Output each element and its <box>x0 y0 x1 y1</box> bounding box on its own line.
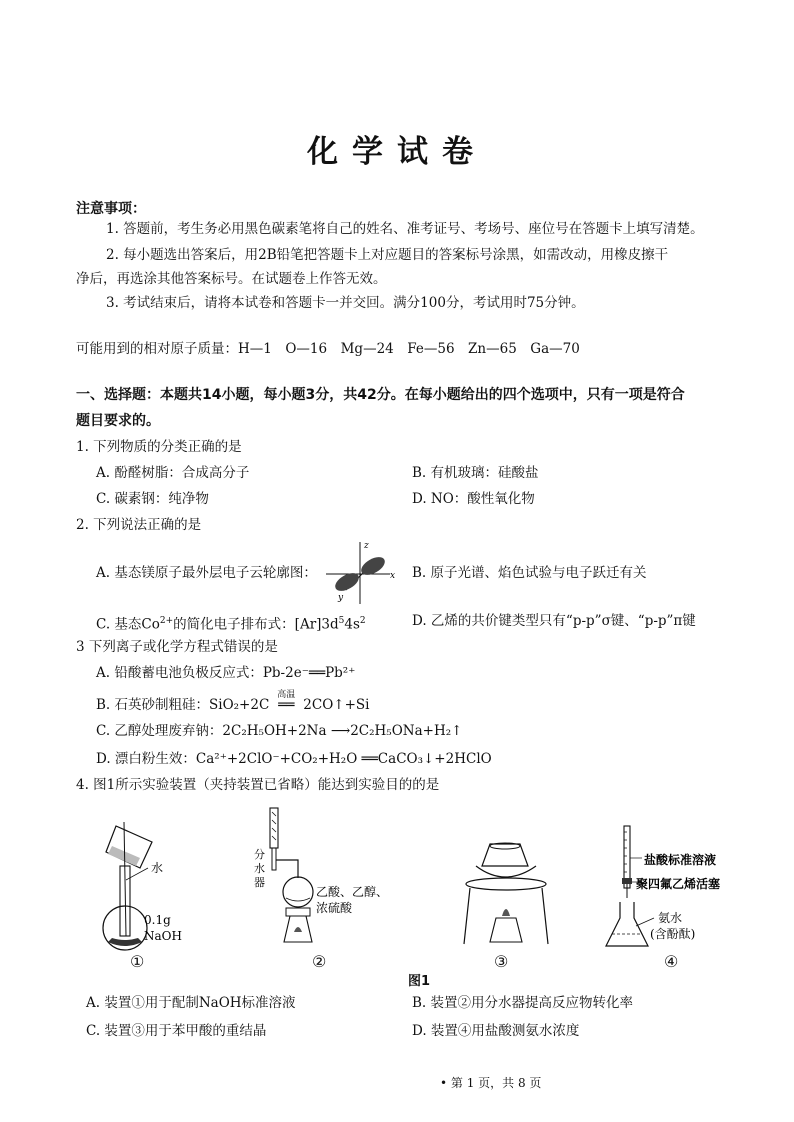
q4-option-c: C. 装置③用于苯甲酸的重结晶 <box>86 1023 267 1039</box>
apparatus-water-separator <box>246 804 396 954</box>
page-title: 化学试卷 <box>307 134 487 170</box>
label-ptfe: 聚四氟乙烯活塞 <box>636 877 721 891</box>
figure-label-3: ③ <box>494 952 509 971</box>
label-ammonia: 氨水 <box>658 911 683 925</box>
q3-stem: 3 下列离子或化学方程式错误的是 <box>76 639 278 655</box>
q3-option-d: D. 漂白粉生效：Ca²⁺+2ClO⁻+CO₂+H₂O ══CaCO₃↓+2HClO <box>96 751 492 767</box>
q1-option-a: A. 酚醛树脂：合成高分子 <box>96 465 250 481</box>
q3-option-b: B. 石英砂制粗硅：SiO₂+2C 高温 ══ 2CO↑+Si <box>96 694 369 716</box>
axis-z-label: z <box>364 541 369 551</box>
axis-y-label: y <box>338 593 344 603</box>
label-hcl: 盐酸标准溶液 <box>644 853 717 867</box>
q2-option-c: C. 基态$Co^{2+}$的简化电子排布式：$[Ar]3d^54s^2$ <box>96 616 366 633</box>
label-separator-3: 器 <box>254 876 265 889</box>
notice-item-3: 3. 考试结束后，请将本试卷和答题卡一并交回。满分100分，考试用时75分钟。 <box>106 295 585 311</box>
q1-option-d: D. NO：酸性氧化物 <box>412 491 535 507</box>
apparatus-titration <box>596 822 776 952</box>
label-separator-1: 分 <box>254 848 265 861</box>
notice-item-2-cont: 净后，再选涂其他答案标号。在试题卷上作答无效。 <box>76 271 387 287</box>
axis-x-label: x <box>390 571 396 581</box>
q2-stem: 2. 下列说法正确的是 <box>76 517 202 533</box>
q3-option-a: A. 铅酸蓄电池负极反应式：Pb-2e⁻══Pb²⁺ <box>96 665 356 681</box>
label-naoh-mass: 0.1g <box>144 913 171 927</box>
label-phenolphthalein: (含酚酞) <box>650 927 696 941</box>
label-separator-2: 水 <box>254 862 265 875</box>
page-footer: • 第 1 页，共 8 页 <box>440 1076 542 1090</box>
apparatus-evaporation <box>456 840 556 950</box>
q3-option-c: C. 乙醇处理废弃钠：2C₂H₅OH+2Na ⟶2C₂H₅ONa+H₂↑ <box>96 723 463 739</box>
figure-caption: 图1 <box>408 974 431 989</box>
q2-option-d: D. 乙烯的共价键类型只有“p-p”σ键、“p-p”π键 <box>412 613 696 629</box>
q4-option-b: B. 装置②用分水器提高反应物转化率 <box>412 995 634 1011</box>
q4-option-a: A. 装置①用于配制NaOH标准溶液 <box>86 995 296 1011</box>
q1-stem: 1. 下列物质的分类正确的是 <box>76 439 242 455</box>
atomic-masses: 可能用到的相对原子质量：H—1 O—16 Mg—24 Fe—56 Zn—65 Ga—70 <box>76 341 580 357</box>
section-heading-cont: 题目要求的。 <box>76 413 160 429</box>
p-orbital-diagram <box>322 538 398 608</box>
notice-item-2: 2. 每小题选出答案后，用2B铅笔把答题卡上对应题目的答案标号涂黑，如需改动，用橡皮擦干 <box>106 247 669 263</box>
q4-stem: 4. 图1所示实验装置（夹持装置已省略）能达到实验目的的是 <box>76 777 440 793</box>
label-naoh: NaOH <box>144 929 182 943</box>
q2-option-b: B. 原子光谱、焰色试验与电子跃迁有关 <box>412 565 647 581</box>
notice-heading: 注意事项： <box>76 201 146 217</box>
label-reagents-2: 浓硫酸 <box>316 901 353 915</box>
notice-item-1: 1. 答题前，考生务必用黑色碳素笔将自己的姓名、准考证号、考场号、座位号在答题卡上填写清楚。 <box>106 221 704 237</box>
figure-label-1: ① <box>130 952 145 971</box>
q1-option-b: B. 有机玻璃：硅酸盐 <box>412 465 539 481</box>
q4-option-d: D. 装置④用盐酸测氨水浓度 <box>412 1023 580 1039</box>
q1-option-c: C. 碳素钢：纯净物 <box>96 491 209 507</box>
label-reagents-1: 乙酸、乙醇、 <box>316 885 389 899</box>
reaction-condition: 高温 <box>277 690 296 700</box>
apparatus-volumetric-flask <box>96 816 206 951</box>
q2-option-a: A. 基态镁原子最外层电子云轮廓图： <box>96 565 317 581</box>
label-water: 水 <box>151 861 164 875</box>
figure-label-4: ④ <box>664 952 679 971</box>
section-heading: 一、选择题：本题共14小题，每小题3分，共42分。在每小题给出的四个选项中，只有一项是符合 <box>76 387 685 403</box>
figure-label-2: ② <box>312 952 327 971</box>
